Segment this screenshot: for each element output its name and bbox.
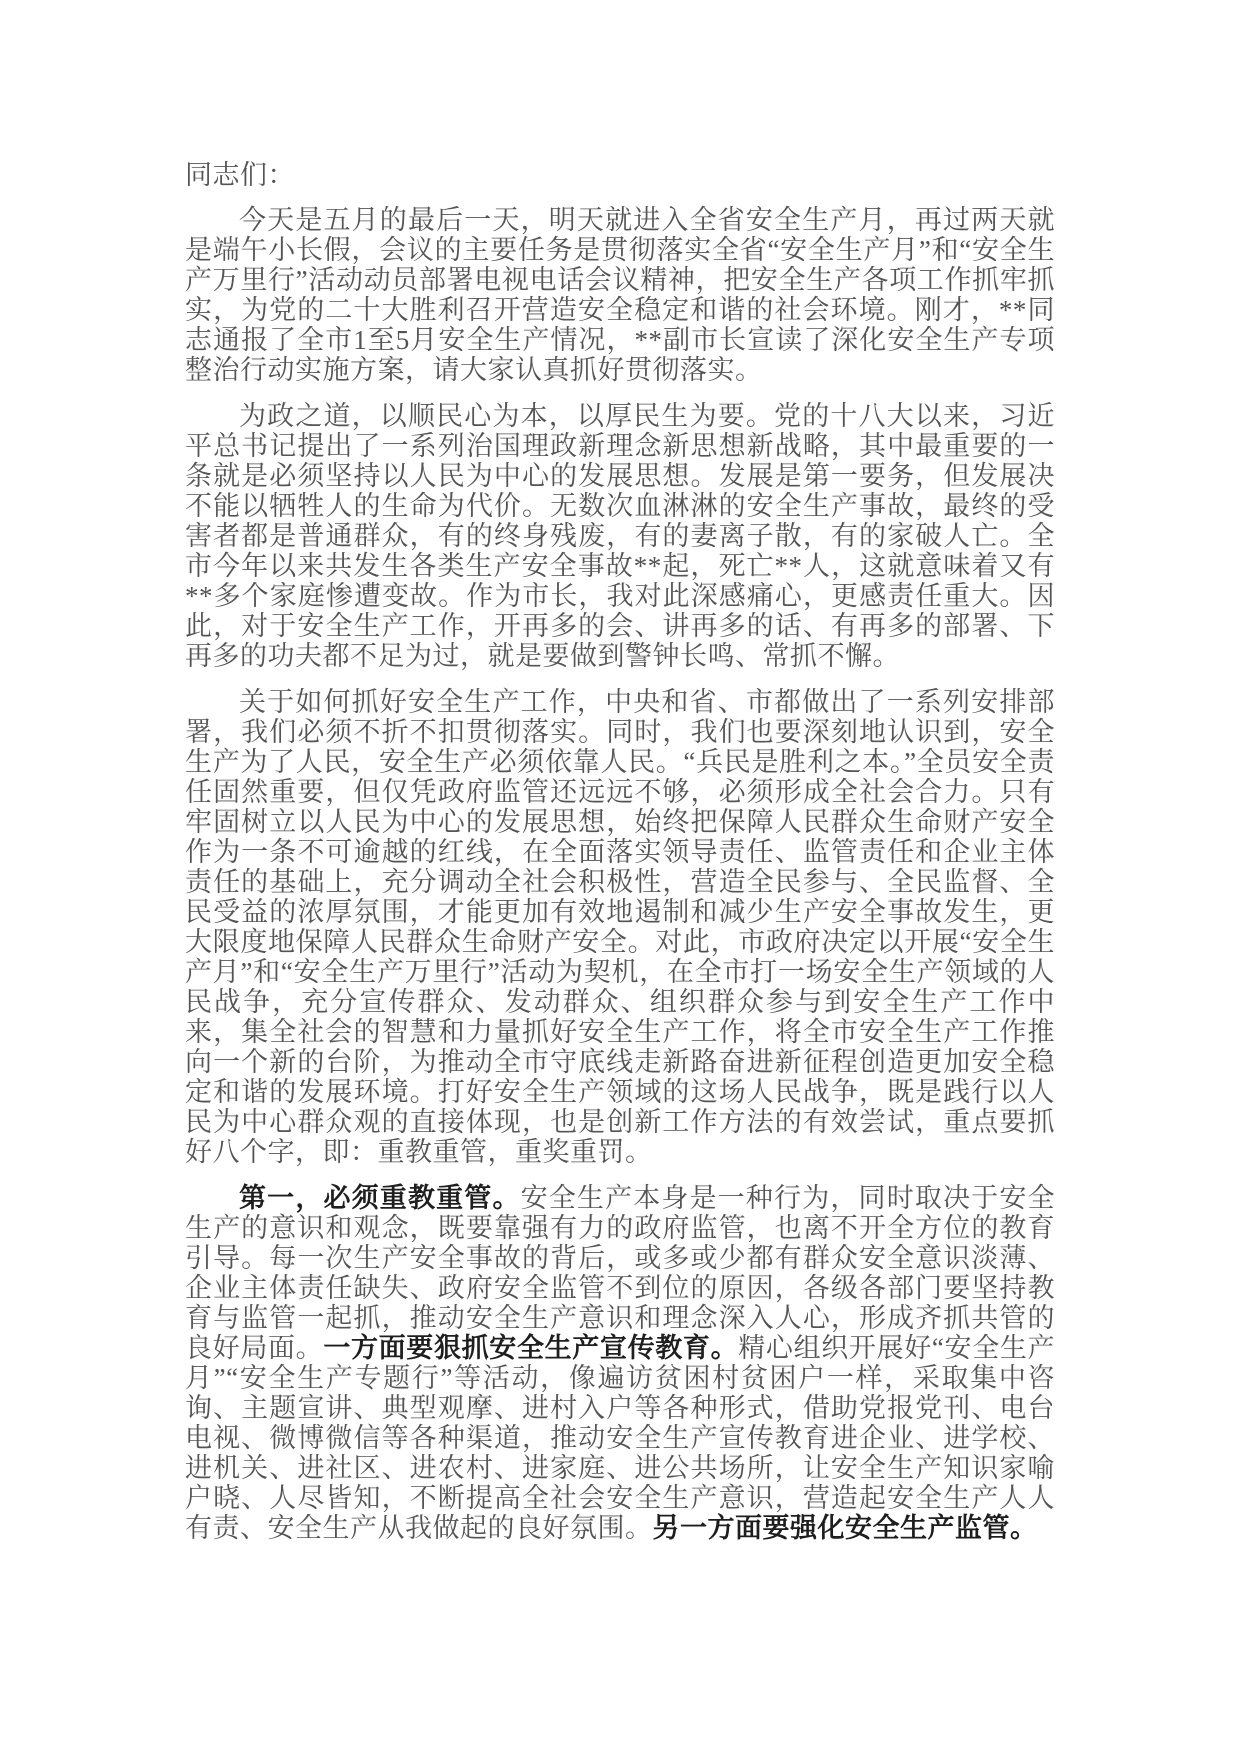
text-run: 安全生产本身是一种行为，同时取决于安全生产的意识和观念，既要靠强有力的政府监管，也离不开全方位的教育引导。每一次生产安全事故的背后，或多或少都有群众安全意识淡薄、企业主体责任缺失、政府安全监管不到位的原因，各级各部门要坚持教育与监管一起抓，推动安全生产意识和理念深入人心，形成齐抓共管的良好局面。 xyxy=(185,1183,1056,1363)
text-run: 精心组织开展好“安全生产月”“安全生产专题行”等活动，像遍访贫困村贫困户一样，采取集中咨询、主题宣讲、典型观摩、进村入户等各种形式，借助党报党刊、电台电视、微博微信等各种渠道，推动安全生产宣传教育进企业、进学校、进机关、进社区、进农村、进家庭、进公共场所，让安全生产知识家喻户晓、人尽皆知，不断提高全社会安全生产意识，营造起安全生产人人有责、安全生产从我做起的良好氛围。 xyxy=(185,1333,1056,1543)
bold-run: 另一方面要强化安全生产监管。 xyxy=(652,1513,1038,1543)
text-run: 今天是五月的最后一天，明天就进入全省安全生产月，再过两天就是端午小长假，会议的主要任务是贯彻落实全省“安全生产月”和“安全生产万里行”活动动员部署电视电话会议精神，把安全生产各项工作抓牢抓实，为党的二十大胜利召开营造安全稳定和谐的社会环境。刚才，**同志通报了全市1至5月安全生产情况，**副市长宣读了深化安全生产专项整治行动实施方案，请大家认真抓好贯彻落实。 xyxy=(185,205,1055,385)
text-run: 为政之道，以顺民心为本，以厚民生为要。党的十八大以来，习近平总书记提出了一系列治国理政新理念新思想新战略，其中最重要的一条就是必须坚持以人民为中心的发展思想。发展是第一要务，但发展决不能以牺牲人的生命为代价。无数次血淋淋的安全生产事故，最终的受害者都是普通群众，有的终身残废，有的妻离子散，有的家破人亡。全市今年以来共发生各类生产安全事故**起，死亡**人，这就意味着又有**多个家庭惨遭变故。作为市长，我对此深感痛心，更感责任重大。因此，对于安全生产工作，开再多的会、讲再多的话、有再多的部署、下再多的功夫都不足为过，就是要做到警钟长鸣、常抓不懈。 xyxy=(185,401,1055,671)
paragraph-4 xyxy=(185,1183,1055,1543)
document-content xyxy=(185,160,1055,1543)
bold-run: 一方面要狠抓安全生产宣传教育。 xyxy=(323,1333,739,1363)
bold-run: 第一，必须重教重管。 xyxy=(239,1183,521,1213)
salutation: 同志们： xyxy=(185,160,295,190)
document-body xyxy=(185,205,1055,1543)
paragraph-1 xyxy=(185,205,1055,385)
text-run: 关于如何抓好安全生产工作，中央和省、市都做出了一系列安排部署，我们必须不折不扣贯彻落实。同时，我们也要深刻地认识到，安全生产为了人民，安全生产必须依靠人民。“兵民是胜利之本。”全员安全责任固然重要，但仅凭政府监管还远远不够，必须形成全社会合力。只有牢固树立以人民为中心的发展思想，始终把保障人民群众生命财产安全作为一条不可逾越的红线，在全面落实领导责任、监管责任和企业主体责任的基础上，充分调动全社会积极性，营造全民参与、全民监督、全民受益的浓厚氛围，才能更加有效地遏制和减少生产安全事故发生，更大限度地保障人民群众生命财产安全。对此，市政府决定以开展“安全生产月”和“安全生产万里行”活动为契机，在全市打一场安全生产领域的人民战争，充分宣传群众、发动群众、组织群众参与到安全生产工作中来，集全社会的智慧和力量抓好安全生产工作，将全市安全生产工作推向一个新的台阶，为推动全市守底线走新路奋进新征程创造更加安全稳定和谐的发展环境。打好安全生产领域的这场人民战争，既是践行以人民为中心群众观的直接体现，也是创新工作方法的有效尝试，重点要抓好八个字，即：重教重管，重奖重罚。 xyxy=(185,687,1055,1167)
paragraph-3 xyxy=(185,687,1055,1167)
paragraph-2 xyxy=(185,401,1055,671)
